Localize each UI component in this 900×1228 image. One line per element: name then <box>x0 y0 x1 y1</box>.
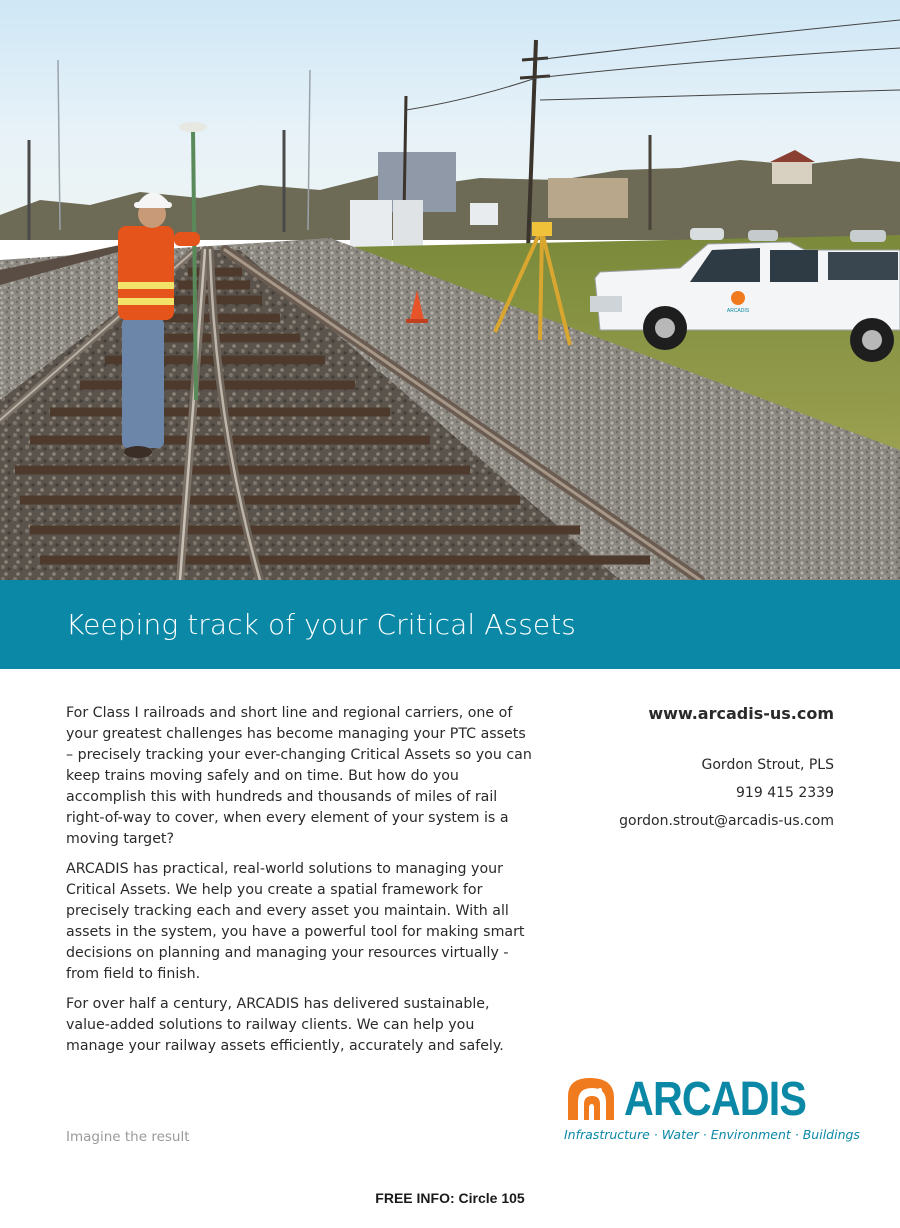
contact-block <box>514 703 834 835</box>
website-link[interactable]: www.arcadis-us.com <box>648 704 834 723</box>
body-paragraph: For Class I railroads and short line and regional carriers, one of your greatest challenges has become managing your PTC assets – precisely tracking your ever-changing Critical Assets so you can keep trains moving safely and on time. But how do you accomplish this with hundreds and thousands of miles of rail right-of-way to cover, when every element of your system is a moving target? <box>66 705 532 847</box>
contact-phone: 919 415 2339 <box>736 785 834 801</box>
arcadis-elephant-icon <box>564 1074 618 1122</box>
body-paragraph: ARCADIS has practical, real-world solutions to managing your Critical Assets. We help you create a spatial framework for precisely tracking each and every asset you maintain. With all assets in the system, you have a powerful tool for making smart decisions on planning and managing your resources virtually - from field to finish. <box>66 861 525 982</box>
free-info-footer: FREE INFO: Circle 105 <box>375 1190 525 1206</box>
logo-wordmark: ARCADIS <box>624 1073 807 1126</box>
svg-text:ARCADIS: ARCADIS <box>726 308 750 314</box>
arcadis-logo <box>564 1072 860 1152</box>
hero-photo <box>0 0 900 580</box>
headline-banner <box>0 580 900 669</box>
body-paragraph: For over half a century, ARCADIS has delivered sustainable, value-added solutions to railway clients. We can help you manage your railway assets efficiently, accurately and safely. <box>66 996 504 1054</box>
contact-name: Gordon Strout, PLS <box>701 757 834 773</box>
logo-tagline: Infrastructure · Water · Environment · Buildings <box>564 1127 860 1142</box>
slogan: Imagine the result <box>66 1129 190 1145</box>
body-copy <box>66 703 536 1066</box>
page-title: Keeping track of your Critical Assets <box>66 608 576 641</box>
contact-email[interactable]: gordon.strout@arcadis-us.com <box>619 813 834 829</box>
